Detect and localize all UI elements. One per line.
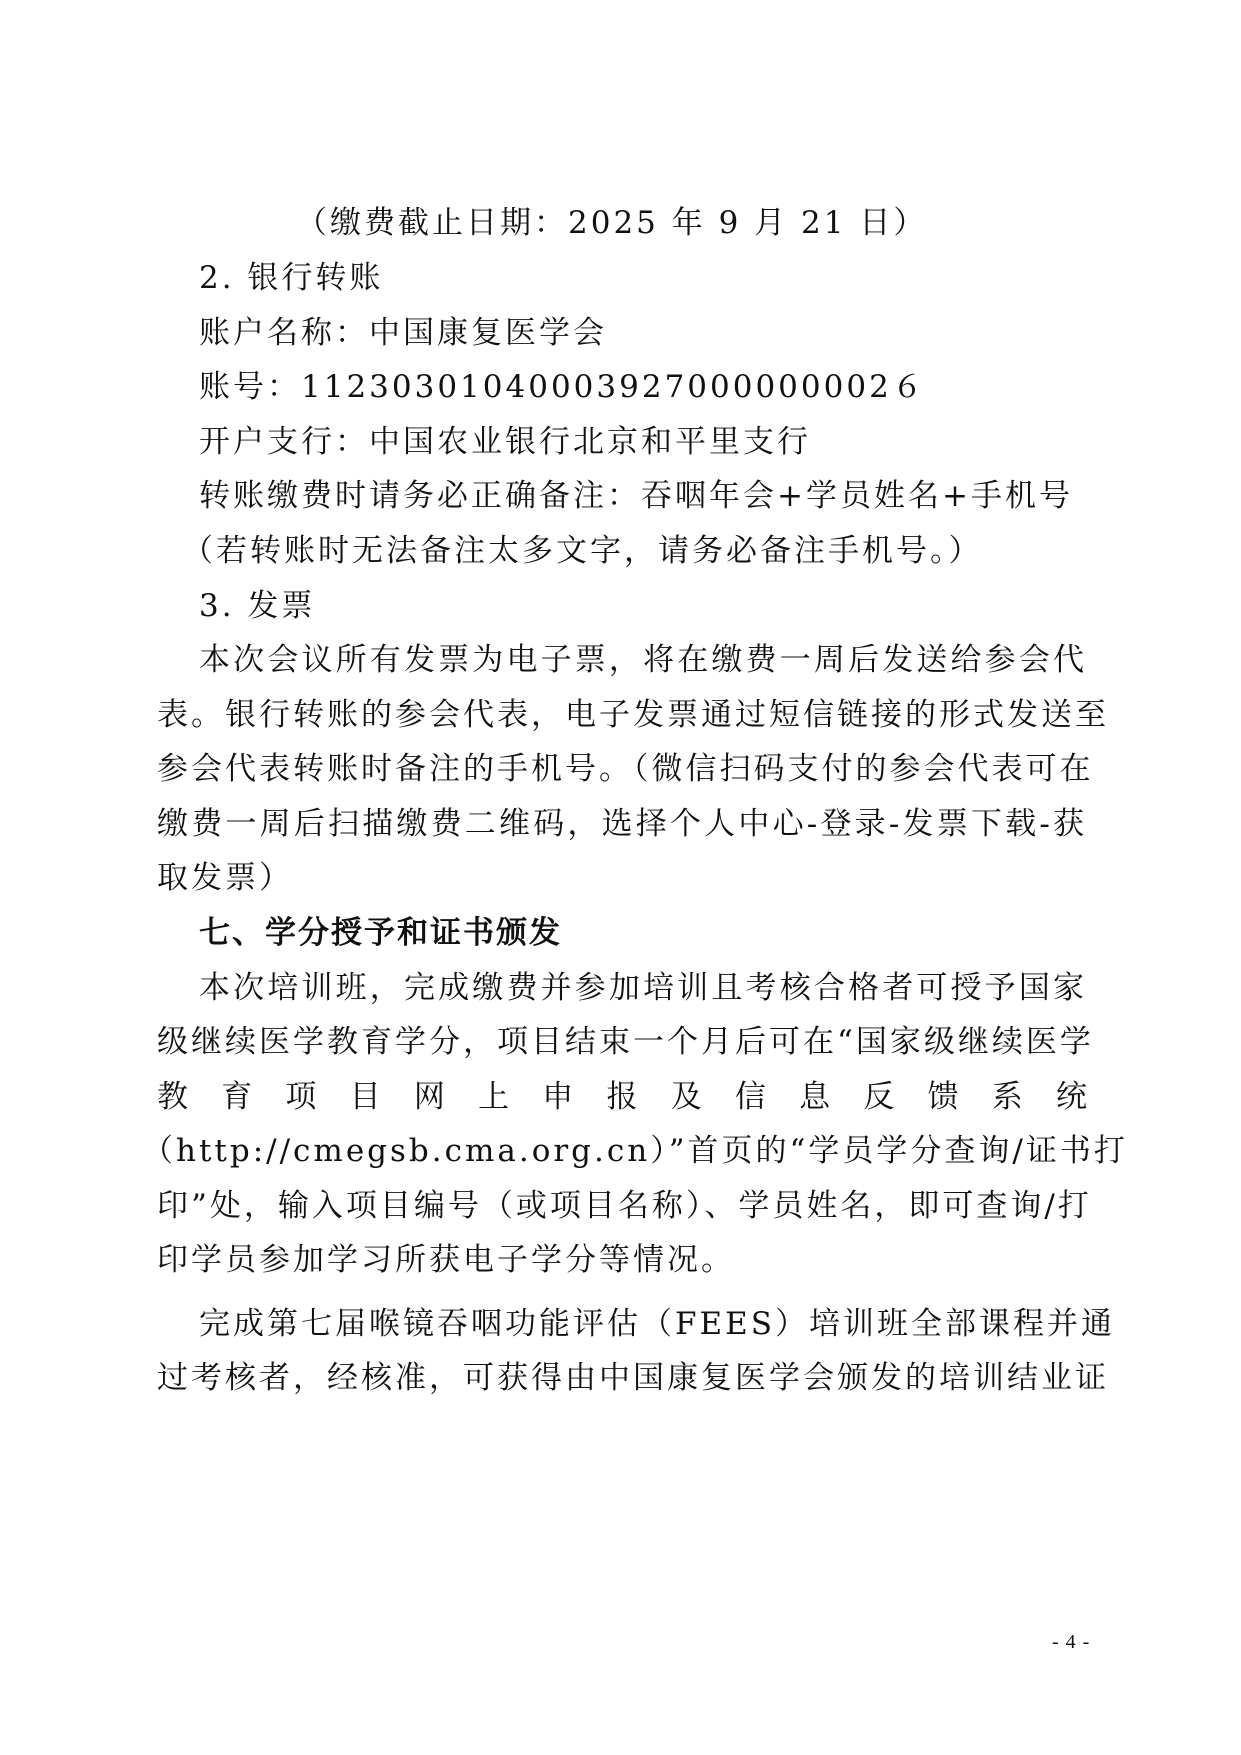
invoice-heading: 3. 发票 xyxy=(199,588,316,624)
credits-text-line: 级继续医学教育学分，项目结束一个月后可在“国家级继续医学 xyxy=(157,1024,1094,1060)
invoice-text-line: 取发票） xyxy=(157,860,293,896)
credits-text-line: 本次培训班，完成缴费并参加培训且考核合格者可授予国家 xyxy=(199,970,1087,1006)
invoice-text-line: 缴费一周后扫描缴费二维码，选择个人中心-登录-发票下载-获 xyxy=(157,806,1087,842)
credits-text-line: 印学员参加学习所获电子学分等情况。 xyxy=(157,1242,735,1278)
invoice-text-line: 参会代表转账时备注的手机号。（微信扫码支付的参会代表可在 xyxy=(157,751,1094,787)
certificate-text-line: 过考核者，经核准，可获得由中国康复医学会颁发的培训结业证 xyxy=(157,1360,1109,1396)
bank-branch: 开户支行：中国农业银行北京和平里支行 xyxy=(199,424,811,460)
bank-transfer-heading: 2. 银行转账 xyxy=(199,260,384,296)
account-number: 账号：11230301040003927000000002６ xyxy=(199,369,926,405)
account-name: 账户名称：中国康复医学会 xyxy=(199,315,607,351)
credits-text-line: （http://cmegsb.cma.org.cn）”首页的“学员学分查询/证书打 xyxy=(142,1133,1128,1169)
credits-text-line: 印”处，输入项目编号（或项目名称）、学员姓名，即可查询/打 xyxy=(157,1188,1092,1224)
credits-section-heading: 七、学分授予和证书颁发 xyxy=(199,915,562,951)
credits-text-line: 教育项目网上申报及信息反馈系统 xyxy=(157,1079,1087,1115)
transfer-remark-instruction: 转账缴费时请务必正确备注：吞咽年会+学员姓名+手机号 xyxy=(199,478,1073,514)
transfer-remark-note: （若转账时无法备注太多文字，请务必备注手机号。） xyxy=(182,533,983,569)
invoice-text-line: 本次会议所有发票为电子票，将在缴费一周后发送给参会代 xyxy=(199,642,1087,678)
payment-deadline-note: （缴费截止日期：2025 年 9 月 21 日） xyxy=(296,205,928,241)
certificate-text-line: 完成第七届喉镜吞咽功能评估（FEES）培训班全部课程并通 xyxy=(199,1306,1116,1342)
page-number: - 4 - xyxy=(1052,1631,1091,1653)
invoice-text-line: 表。银行转账的参会代表，电子发票通过短信链接的形式发送至 xyxy=(157,697,1109,733)
